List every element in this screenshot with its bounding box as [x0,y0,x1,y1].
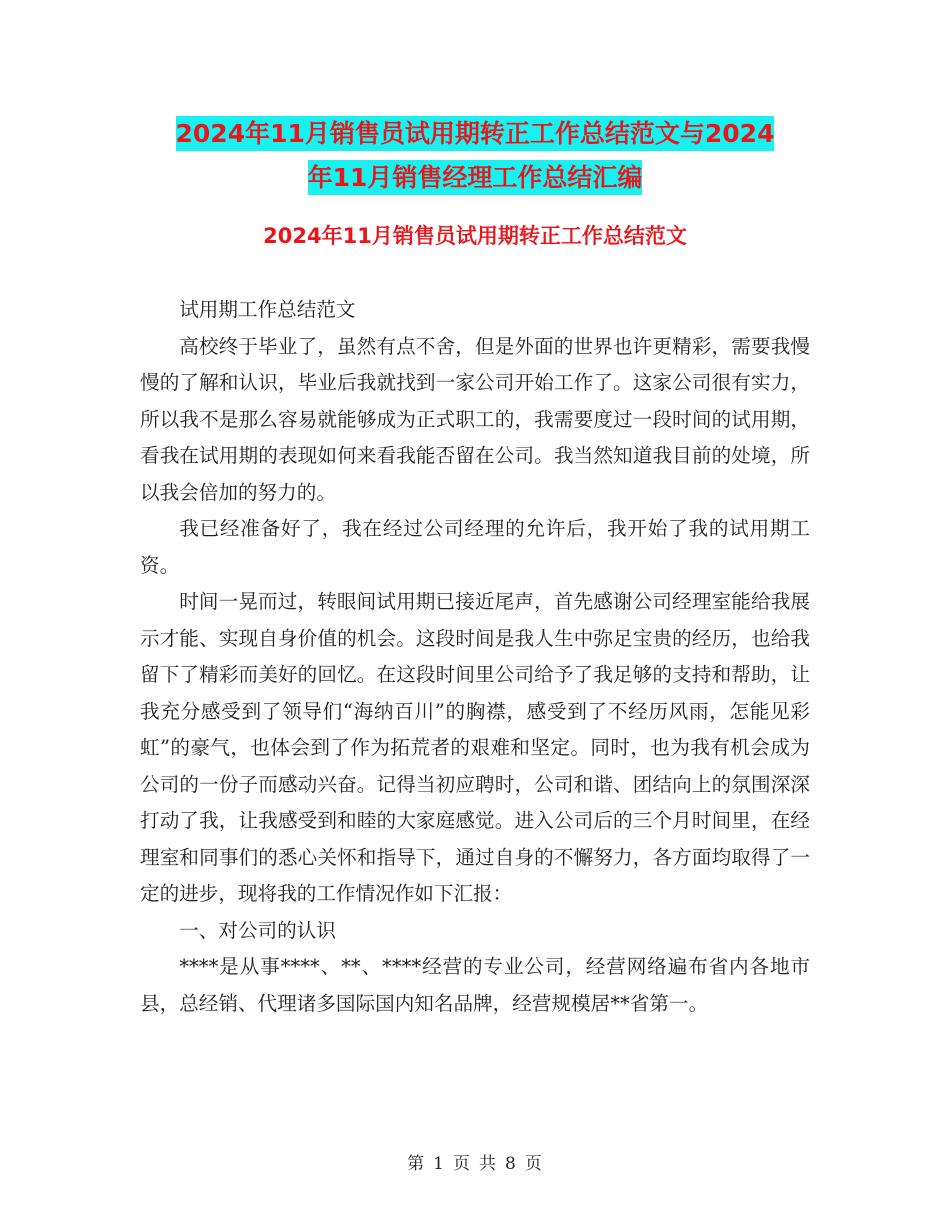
paragraph-heading: 一、对公司的认识 [179,918,336,942]
document-body [140,292,810,1022]
title-line-1: 2024年11月销售员试用期转正工作总结范文与2024 [176,116,775,151]
footer-current-page: 1 [433,1154,445,1174]
paragraph: 时间一晃而过，转眼间试用期已接近尾声，首先感谢公司经理室能给我展示才能、实现自身价值的机会。这段时间是我人生中弥足宝贵的经历，也给我留下了精彩而美好的回忆。在这段时间里公司给予了我足够的支持和帮助，让我充分感受到了领导们“海纳百川”的胸襟，感受到了不经历风雨，怎能见彩虹”的豪气，也体会到了作为拓荒者的艰难和坚定。同时，也为我有机会成为公司的一份子而感动兴奋。记得当初应聘时，公司和谐、团结向上的氛围深深打动了我，让我感受到和睦的大家庭感觉。进入公司后的三个月时间里，在经理室和同事们的悉心关怀和指导下，通过自身的不懈努力，各方面均取得了一定的进步，现将我的工作情况作如下汇报： [140,590,810,905]
footer-suffix: 页 [524,1154,543,1174]
footer-total-pages: 8 [505,1154,517,1174]
section-title: 2024年11月销售员试用期转正工作总结范文 [263,224,687,248]
paragraph: 我已经准备好了，我在经过公司经理的允许后，我开始了我的试用期工资。 [140,517,810,577]
paragraph: 高校终于毕业了，虽然有点不舍，但是外面的世界也许更精彩，需要我慢慢的了解和认识，毕业后我就找到一家公司开始工作了。这家公司很有实力，所以我不是那么容易就能够成为正式职工的，我需要度过一段时间的试用期，看我在试用期的表现如何来看我能否留在公司。我当然知道我目前的处境，所以我会倍加的努力的。 [140,334,810,504]
page-footer [0,1152,950,1176]
document-title [140,112,810,200]
footer-total-word: 共 [479,1154,497,1174]
title-line-2: 年11月销售经理工作总结汇编 [308,160,643,195]
footer-prefix: 第 [407,1154,426,1174]
footer-page-word: 页 [453,1154,471,1174]
paragraph: ****是从事****、**、****经营的专业公司，经营网络遍布省内各地市县，总经销、代理诸多国际国内知名品牌，经营规模居**省第一。 [140,955,810,1015]
paragraph-subheading: 试用期工作总结范文 [179,298,356,321]
